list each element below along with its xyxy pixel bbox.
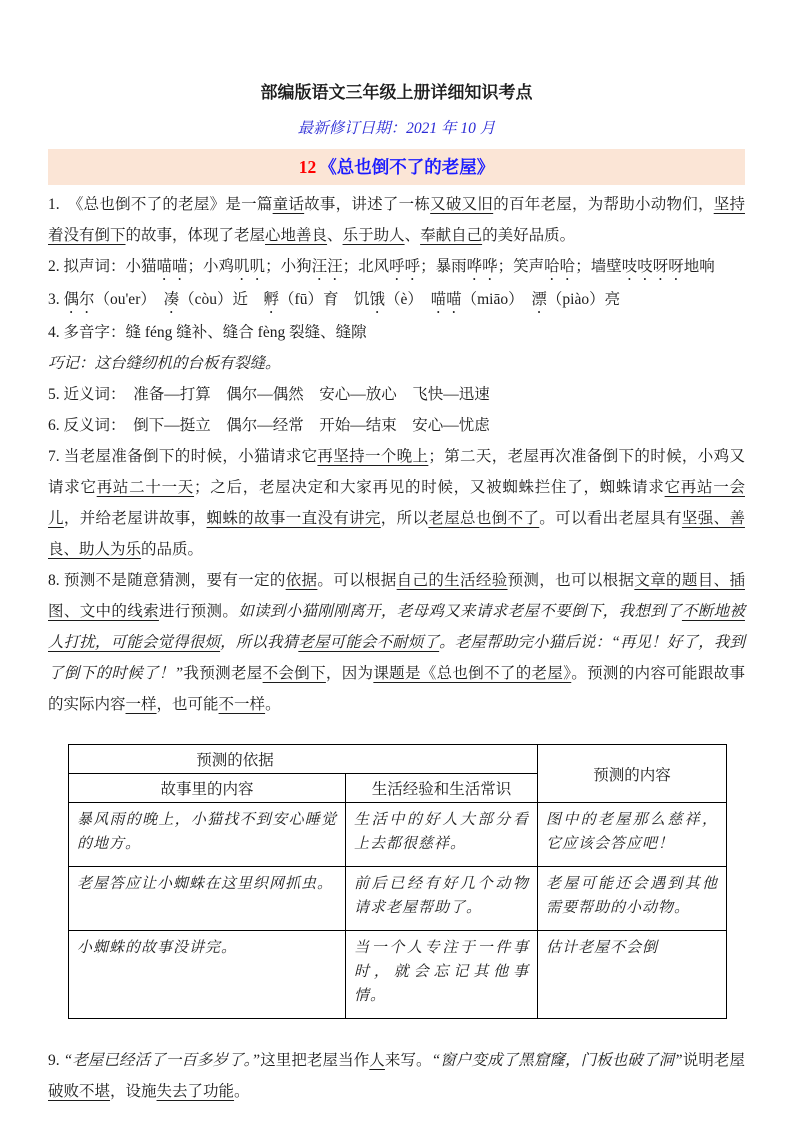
text-run: 奉献自己 — [420, 227, 483, 244]
text-run: ，所以我猜 — [220, 634, 299, 651]
text-run: ；墙壁 — [575, 258, 622, 275]
text-run: 8. 预测不是随意猜测，要有一定的 — [48, 572, 286, 589]
text-run: 哈哈 — [544, 258, 576, 275]
paragraph — [48, 379, 745, 410]
table-subheader-life: 生活经验和生活常识 — [346, 774, 538, 803]
text-run: 文章的题目、插图、文中的线索 — [48, 572, 745, 620]
text-run: 依据 — [285, 572, 318, 589]
text-run: 的美好品质。 — [482, 227, 576, 244]
text-run: 巧记：这台缝纫机的台板有裂缝。 — [48, 355, 281, 372]
text-run: 老屋可能会不耐烦了 — [298, 634, 440, 651]
text-run: 再站二十一天 — [96, 479, 195, 496]
text-run: 1. 《总也倒不了的老屋》是一篇 — [48, 196, 273, 213]
text-run: 这里把老屋当作 — [260, 1052, 370, 1069]
text-run: 失去了功能 — [156, 1083, 235, 1100]
text-run: ；笑声 — [497, 258, 545, 275]
text-run: （fū）育 饥 — [279, 291, 370, 308]
text-run: ；小狗 — [265, 258, 312, 275]
text-run: 说明老屋 — [682, 1052, 745, 1069]
text-run: 喵喵 — [430, 291, 462, 308]
table-cell: 小蜘蛛的故事没讲完。 — [69, 931, 346, 1019]
table-cell: 老屋可能还会遇到其他需要帮助的小动物。 — [538, 867, 727, 931]
text-run: 地响 — [683, 258, 715, 275]
text-run: 坚持着没有倒下 — [48, 196, 745, 244]
text-run: 蜘蛛的故事一直没有讲完 — [206, 510, 381, 527]
table-row — [69, 803, 727, 867]
text-run: ，所以 — [380, 510, 429, 527]
text-run: 。 — [265, 696, 281, 713]
text-run: ，因为 — [325, 665, 374, 682]
text-run: 、 — [404, 227, 421, 244]
text-run: 故事，讲述了一栋 — [304, 196, 431, 213]
text-run: 吱吱呀呀 — [621, 258, 684, 275]
text-run: 哗哗 — [466, 258, 498, 275]
text-run: 7. 当老屋准备倒下的时候，小猫请求它 — [48, 448, 318, 465]
text-run: 呼呼 — [389, 258, 421, 275]
text-run: 饿 — [369, 291, 385, 308]
text-run: ，也可能 — [156, 696, 219, 713]
text-run: 如读到小猫刚刚离开，老母鸡又来请求老屋不要倒下，我想到了 — [238, 603, 682, 620]
text-run: 我预测老屋 — [183, 665, 263, 682]
text-run: 童话 — [272, 196, 305, 213]
table-header-basis: 预测的依据 — [69, 745, 538, 774]
table-row — [69, 931, 727, 1019]
text-run: 5. 近义词： 准备—打算 偶尔—偶然 安心—放心 飞快—迅速 — [48, 386, 490, 403]
text-run: 孵 — [263, 291, 280, 308]
lesson-title: 《总也倒不了的老屋》 — [319, 157, 495, 177]
paragraph — [48, 189, 745, 251]
text-run: 不一样 — [218, 696, 266, 713]
text-run: 喵喵 — [156, 258, 188, 275]
text-run: 。预测的内容可能跟故事的实际内容 — [48, 665, 745, 713]
text-run: 3. — [48, 291, 64, 308]
table-row — [69, 867, 727, 931]
paragraph — [48, 348, 745, 379]
page-title: 部编版语文三年级上册详细知识考点 — [260, 83, 533, 102]
text-run: 课题是《总也倒不了的老屋》 — [373, 665, 572, 682]
text-run: 人 — [369, 1052, 385, 1069]
text-run: 4. 多音字：缝 féng 缝补、缝合 fèng 裂缝、缝隙 — [48, 324, 367, 341]
text-run: 进行预测。 — [158, 603, 239, 620]
text-run: 破败不堪 — [48, 1083, 111, 1100]
prediction-table — [68, 744, 727, 1019]
text-run: 自己的生活经验 — [396, 572, 508, 589]
table-cell: 暴风雨的晚上，小猫找不到安心睡觉的地方。 — [69, 803, 346, 867]
text-run: “窗户变成了黑窟窿，门板也破了洞” — [431, 1052, 683, 1069]
text-run: ；北风 — [342, 258, 390, 275]
text-run: （è） — [384, 291, 431, 308]
text-run: 。可以看出老屋具有 — [539, 510, 682, 527]
revision-date: 最新修订日期：2021 年 10 月 — [297, 120, 496, 137]
text-run: 老屋总也倒不了 — [428, 510, 540, 527]
table-cell: 老屋答应让小蜘蛛在这里织网抓虫。 — [69, 867, 346, 931]
table-cell: 图中的老屋那么慈祥，它应该会答应吧！ — [538, 803, 727, 867]
text-run: ；之后，老屋决定和大家再见的时候，又被蜘蛛拦住了，蜘蛛请求 — [194, 479, 665, 496]
text-run: 2. 拟声词：小猫 — [48, 258, 157, 275]
text-run: 预测，也可以根据 — [507, 572, 635, 589]
paragraph — [48, 317, 745, 348]
text-run: 9. — [48, 1052, 64, 1069]
text-run: 。可以根据 — [317, 572, 397, 589]
table-cell: 估计老屋不会倒 — [538, 931, 727, 1019]
text-run: 一样 — [125, 696, 157, 713]
table-cell: 生活中的好人大部分看上去都很慈祥。 — [346, 803, 538, 867]
text-run: 又破又旧 — [430, 196, 494, 213]
text-run: （miāo） — [461, 291, 532, 308]
text-run: （piào）亮 — [546, 291, 621, 308]
text-run: 来写。 — [384, 1052, 432, 1069]
text-run: ，并给老屋讲故事， — [63, 510, 207, 527]
paragraph — [48, 410, 745, 441]
paragraph — [48, 1045, 745, 1107]
text-run: 的品质。 — [141, 541, 204, 558]
text-run: 的百年老屋，为帮助小动物们， — [493, 196, 714, 213]
paragraph — [48, 441, 745, 565]
lesson-number: 12 — [298, 157, 317, 177]
text-run: ；小鸡 — [187, 258, 235, 275]
paragraph — [48, 284, 745, 317]
table-cell: 当一个人专注于一件事时，就会忘记其他事情。 — [346, 931, 538, 1019]
text-run: 。老屋帮助完小猫后说：“再见！好了，我到了倒下的时候了！” — [48, 634, 745, 682]
table-subheader-story: 故事里的内容 — [69, 774, 346, 803]
lesson-banner — [48, 149, 745, 185]
text-run: 它再站一会儿 — [48, 479, 745, 527]
text-run: ，设施 — [110, 1083, 157, 1100]
text-run: 汪汪 — [311, 258, 343, 275]
table-header-row — [69, 745, 727, 774]
text-run: 的故事，体现了老屋 — [125, 227, 266, 244]
text-run: “老屋已经活了一百多岁了。” — [63, 1052, 261, 1069]
text-run: 叽叽 — [234, 258, 266, 275]
text-run: 偶尔 — [63, 291, 95, 308]
text-run: 再坚持一个晚上 — [317, 448, 429, 465]
notes-after-table — [48, 1045, 745, 1107]
text-run: （ou'er） — [94, 291, 164, 308]
text-run: 心地善良 — [265, 227, 328, 244]
text-run: ；暴雨 — [420, 258, 467, 275]
text-run: 。 — [234, 1083, 250, 1100]
knowledge-points-list — [48, 189, 745, 720]
text-run: 凑 — [163, 291, 180, 308]
table-cell: 前后已经有好几个动物请求老屋帮助了。 — [346, 867, 538, 931]
text-run: 不会倒下 — [262, 665, 326, 682]
table-header-content: 预测的内容 — [538, 745, 727, 803]
text-run: 漂 — [531, 291, 547, 308]
text-run: ；第二天，老屋再次准备倒下的时候，小鸡又请求它 — [48, 448, 745, 496]
paragraph — [48, 565, 745, 720]
paragraph — [48, 251, 745, 284]
text-run: 乐于助人 — [342, 227, 405, 244]
text-run: 坚强、善良、助人为乐 — [48, 510, 745, 558]
text-run: 、 — [327, 227, 343, 244]
text-run: 6. 反义词： 倒下—挺立 偶尔—经常 开始—结束 安心—忧虑 — [48, 417, 490, 434]
text-run: 不断地被人打扰，可能会觉得很烦 — [48, 603, 745, 651]
text-run: （còu）近 — [179, 291, 264, 308]
